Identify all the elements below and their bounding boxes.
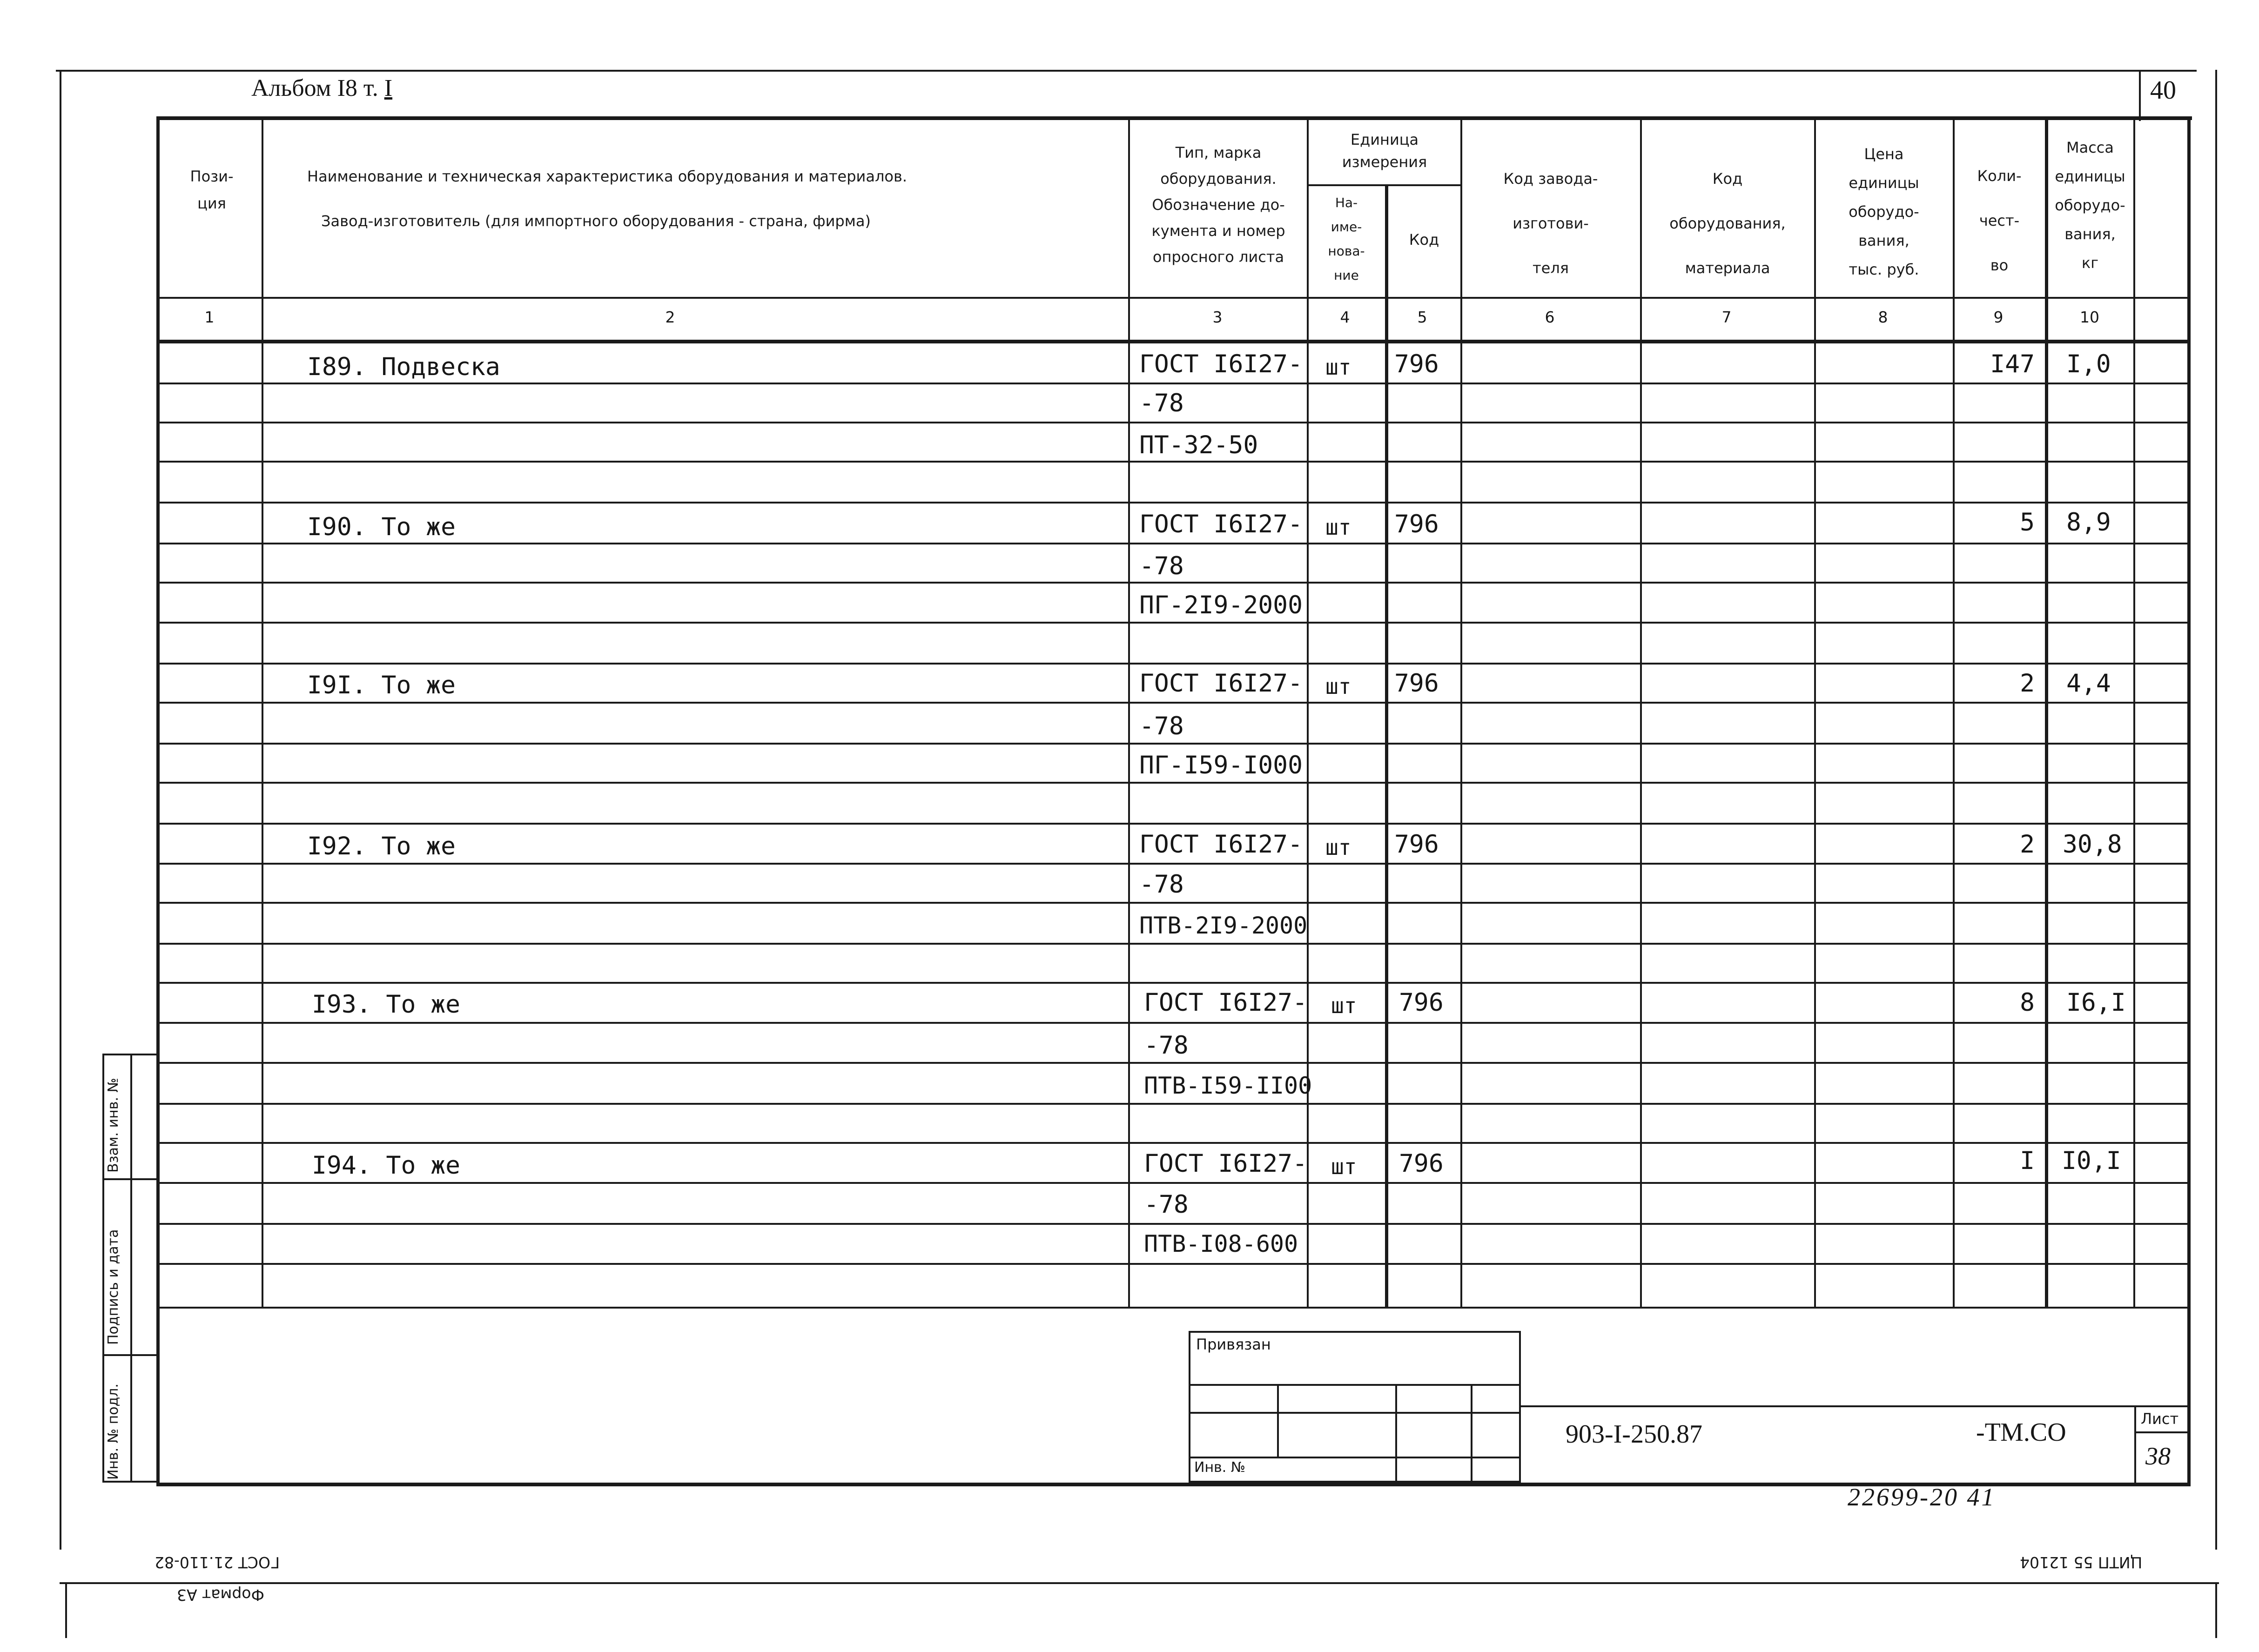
item-type-mark: ПГ-I59-I000: [1139, 751, 1303, 779]
item-type-gost: ГОСТ I6I27-: [1139, 510, 1303, 538]
row-line: [158, 622, 2188, 624]
col-number-3: 3: [1212, 308, 1223, 326]
stamp-vline: [1395, 1384, 1397, 1483]
col-sep-4: [1385, 184, 1388, 1308]
row-line: [158, 582, 2188, 584]
bound-stamp: [1189, 1331, 1521, 1483]
format-right: [2215, 1582, 2217, 1638]
data-bottom: [158, 1307, 2188, 1309]
row-line: [158, 982, 2188, 984]
inv-no-label: Инв. №: [1194, 1459, 1246, 1476]
row-line: [158, 1263, 2188, 1265]
item-type-gost: ГОСТ I6I27-: [1139, 350, 1303, 378]
stamp-vline: [1277, 1384, 1279, 1457]
side-line: [104, 1178, 158, 1180]
row-line: [158, 502, 2188, 504]
row-line: [158, 702, 2188, 704]
col-sep-1: [262, 116, 263, 1308]
col-number-6: 6: [1545, 308, 1555, 326]
item-quantity: 2: [2020, 830, 2035, 859]
item-quantity: I: [2020, 1147, 2035, 1175]
col-number-10: 10: [2080, 308, 2099, 326]
item-code: 796: [1394, 669, 1439, 698]
row-line: [158, 461, 2188, 463]
side-label-vzam: Взам. инв. №: [105, 1078, 121, 1173]
item-type-mark: ПТВ-I59-II00: [1144, 1072, 1312, 1099]
album-label: [251, 74, 392, 102]
item-unit: шт: [1325, 835, 1351, 860]
archive-number: 22699-20 41: [1848, 1483, 1996, 1511]
col-sep-6: [1640, 116, 1642, 1308]
item-mass: I6,I: [2066, 988, 2126, 1017]
item-quantity: 8: [2020, 988, 2035, 1017]
stamp-vline: [1471, 1384, 1472, 1483]
top-border: [56, 70, 2197, 72]
item-mass: I,0: [2066, 350, 2111, 378]
item-unit: шт: [1325, 515, 1351, 540]
row-line: [158, 823, 2188, 825]
header-equipment-code: Код оборудования, материала: [1669, 170, 1786, 277]
header-factory-code: Код завода- изготови- теля: [1503, 170, 1598, 277]
item-quantity: 5: [2020, 508, 2035, 537]
page-number: 40: [2150, 76, 2176, 105]
sheet-divider: [2134, 1405, 2136, 1484]
left-border: [60, 70, 61, 1550]
header-type: Тип, марка оборудования. Обозначение до- кумента и номер опросного листа: [1151, 144, 1285, 266]
col-number-1: 1: [204, 308, 215, 326]
header-unit: Единица измерения: [1342, 131, 1427, 171]
item-unit: шт: [1331, 1154, 1357, 1179]
item-type-year: -78: [1139, 712, 1184, 740]
header-mass: Масса единицы оборудо- вания, кг: [2055, 139, 2125, 272]
item-type-gost: ГОСТ I6I27-: [1144, 988, 1307, 1017]
item-code: 796: [1399, 988, 1444, 1017]
item-name: I94. То же: [312, 1151, 461, 1180]
row-line: [158, 743, 2188, 745]
col-number-5: 5: [1417, 308, 1427, 326]
item-type-mark: ПТ-32-50: [1139, 431, 1258, 459]
col-sep-7: [1814, 116, 1816, 1308]
row-line: [158, 863, 2188, 865]
item-mass: 8,9: [2066, 508, 2111, 537]
header-name-line1: Наименование и техническая характеристика оборудования и материалов.: [307, 168, 907, 185]
album-text: Альбом I8 т.: [251, 75, 378, 101]
side-line: [104, 1354, 158, 1356]
col-sep-2: [1128, 116, 1130, 1308]
header-quantity: Коли- чест- во: [1977, 167, 2022, 274]
item-code: 796: [1394, 830, 1439, 859]
header-bottom: [158, 297, 2188, 299]
side-label-podpis: Подпись и дата: [105, 1229, 121, 1345]
item-type-gost: ГОСТ I6I27-: [1139, 830, 1303, 859]
page-number-divider: [2139, 70, 2141, 121]
col-sep-3: [1307, 116, 1309, 1308]
header-unit-name: На- име- нова- ние: [1328, 195, 1365, 283]
item-type-mark: ПТВ-2I9-2000: [1139, 912, 1308, 939]
item-mass: I0,I: [2062, 1147, 2121, 1175]
col-number-9: 9: [1993, 308, 2004, 326]
item-type-year: -78: [1144, 1190, 1189, 1219]
format-footer: Формат А3: [177, 1586, 264, 1604]
item-type-year: -78: [1144, 1031, 1189, 1060]
row-line: [158, 782, 2188, 784]
row-line: [158, 1182, 2188, 1184]
col-number-8: 8: [1878, 308, 1888, 326]
item-unit: шт: [1325, 355, 1351, 380]
side-label-inv-podl: Инв. № подл.: [105, 1383, 121, 1480]
row-line: [158, 1022, 2188, 1024]
item-type-year: -78: [1139, 870, 1184, 899]
item-code: 796: [1394, 510, 1439, 538]
item-mass: 4,4: [2066, 669, 2111, 698]
bound-label: Привязан: [1196, 1336, 1271, 1353]
item-quantity: 2: [2020, 669, 2035, 698]
row-line: [158, 543, 2188, 544]
row-line: [158, 383, 2188, 384]
doc-line: [1520, 1405, 2188, 1407]
item-name: I93. То же: [312, 990, 461, 1019]
item-type-gost: ГОСТ I6I27-: [1139, 669, 1303, 698]
col-sep-9: [2045, 116, 2048, 1308]
col-sep-10: [2133, 116, 2135, 1308]
right-border: [2215, 70, 2217, 1550]
table-right: [2187, 116, 2191, 1486]
doc-suffix: -ТМ.СО: [1976, 1418, 2066, 1447]
item-type-gost: ГОСТ I6I27-: [1144, 1149, 1307, 1178]
col-sep-5: [1460, 116, 1462, 1308]
table-top: [158, 116, 2192, 120]
item-mass: 30,8: [2063, 830, 2122, 859]
item-code: 796: [1399, 1149, 1444, 1178]
item-type-year: -78: [1139, 552, 1184, 580]
gost-footer: ГОСТ 21.110-82: [155, 1553, 280, 1571]
item-name: I92. То же: [307, 832, 456, 860]
row-line: [158, 1103, 2188, 1105]
row-line: [158, 943, 2188, 945]
row-line: [158, 663, 2188, 665]
item-type-year: -78: [1139, 389, 1184, 417]
header-name-line2: Завод-изготовитель (для импортного оборудования - страна, фирма): [321, 212, 871, 230]
item-code: 796: [1394, 350, 1439, 378]
item-unit: шт: [1325, 674, 1351, 699]
doc-code: 903-I-250.87: [1566, 1420, 1702, 1449]
sheet-number: 38: [2145, 1442, 2171, 1470]
album-part: I: [384, 75, 393, 101]
col-number-4: 4: [1340, 308, 1350, 326]
header-unit-code: Код: [1409, 231, 1439, 248]
col-number-7: 7: [1721, 308, 1732, 326]
row-line: [158, 422, 2188, 423]
colnum-bottom: [158, 340, 2188, 343]
unit-split: [1307, 184, 1460, 186]
item-name: I89. Подвеска: [307, 353, 500, 381]
row-line: [158, 902, 2188, 904]
format-line: [60, 1582, 2219, 1584]
header-position: Пози- ция: [190, 168, 234, 212]
sheet-line: [2134, 1431, 2188, 1433]
item-quantity: I47: [1990, 350, 2035, 378]
col-sep-8: [1953, 116, 1955, 1308]
item-name: I9I. То же: [307, 671, 456, 699]
side-divider: [130, 1055, 132, 1481]
col-number-2: 2: [665, 308, 675, 326]
row-line: [158, 1223, 2188, 1225]
cnip-footer: ЦИТП 55 12104: [2020, 1553, 2143, 1571]
item-name: I90. То же: [307, 513, 456, 541]
item-type-mark: ПГ-2I9-2000: [1139, 591, 1303, 619]
format-left: [65, 1582, 67, 1638]
header-price: Цена единицы оборудо- вания, тыс. руб.: [1849, 145, 1919, 278]
item-unit: шт: [1331, 993, 1357, 1018]
row-line: [158, 1142, 2188, 1144]
sheet-label: Лист: [2141, 1410, 2179, 1428]
row-line: [158, 1062, 2188, 1064]
item-type-mark: ПТВ-I08-600: [1144, 1230, 1298, 1257]
